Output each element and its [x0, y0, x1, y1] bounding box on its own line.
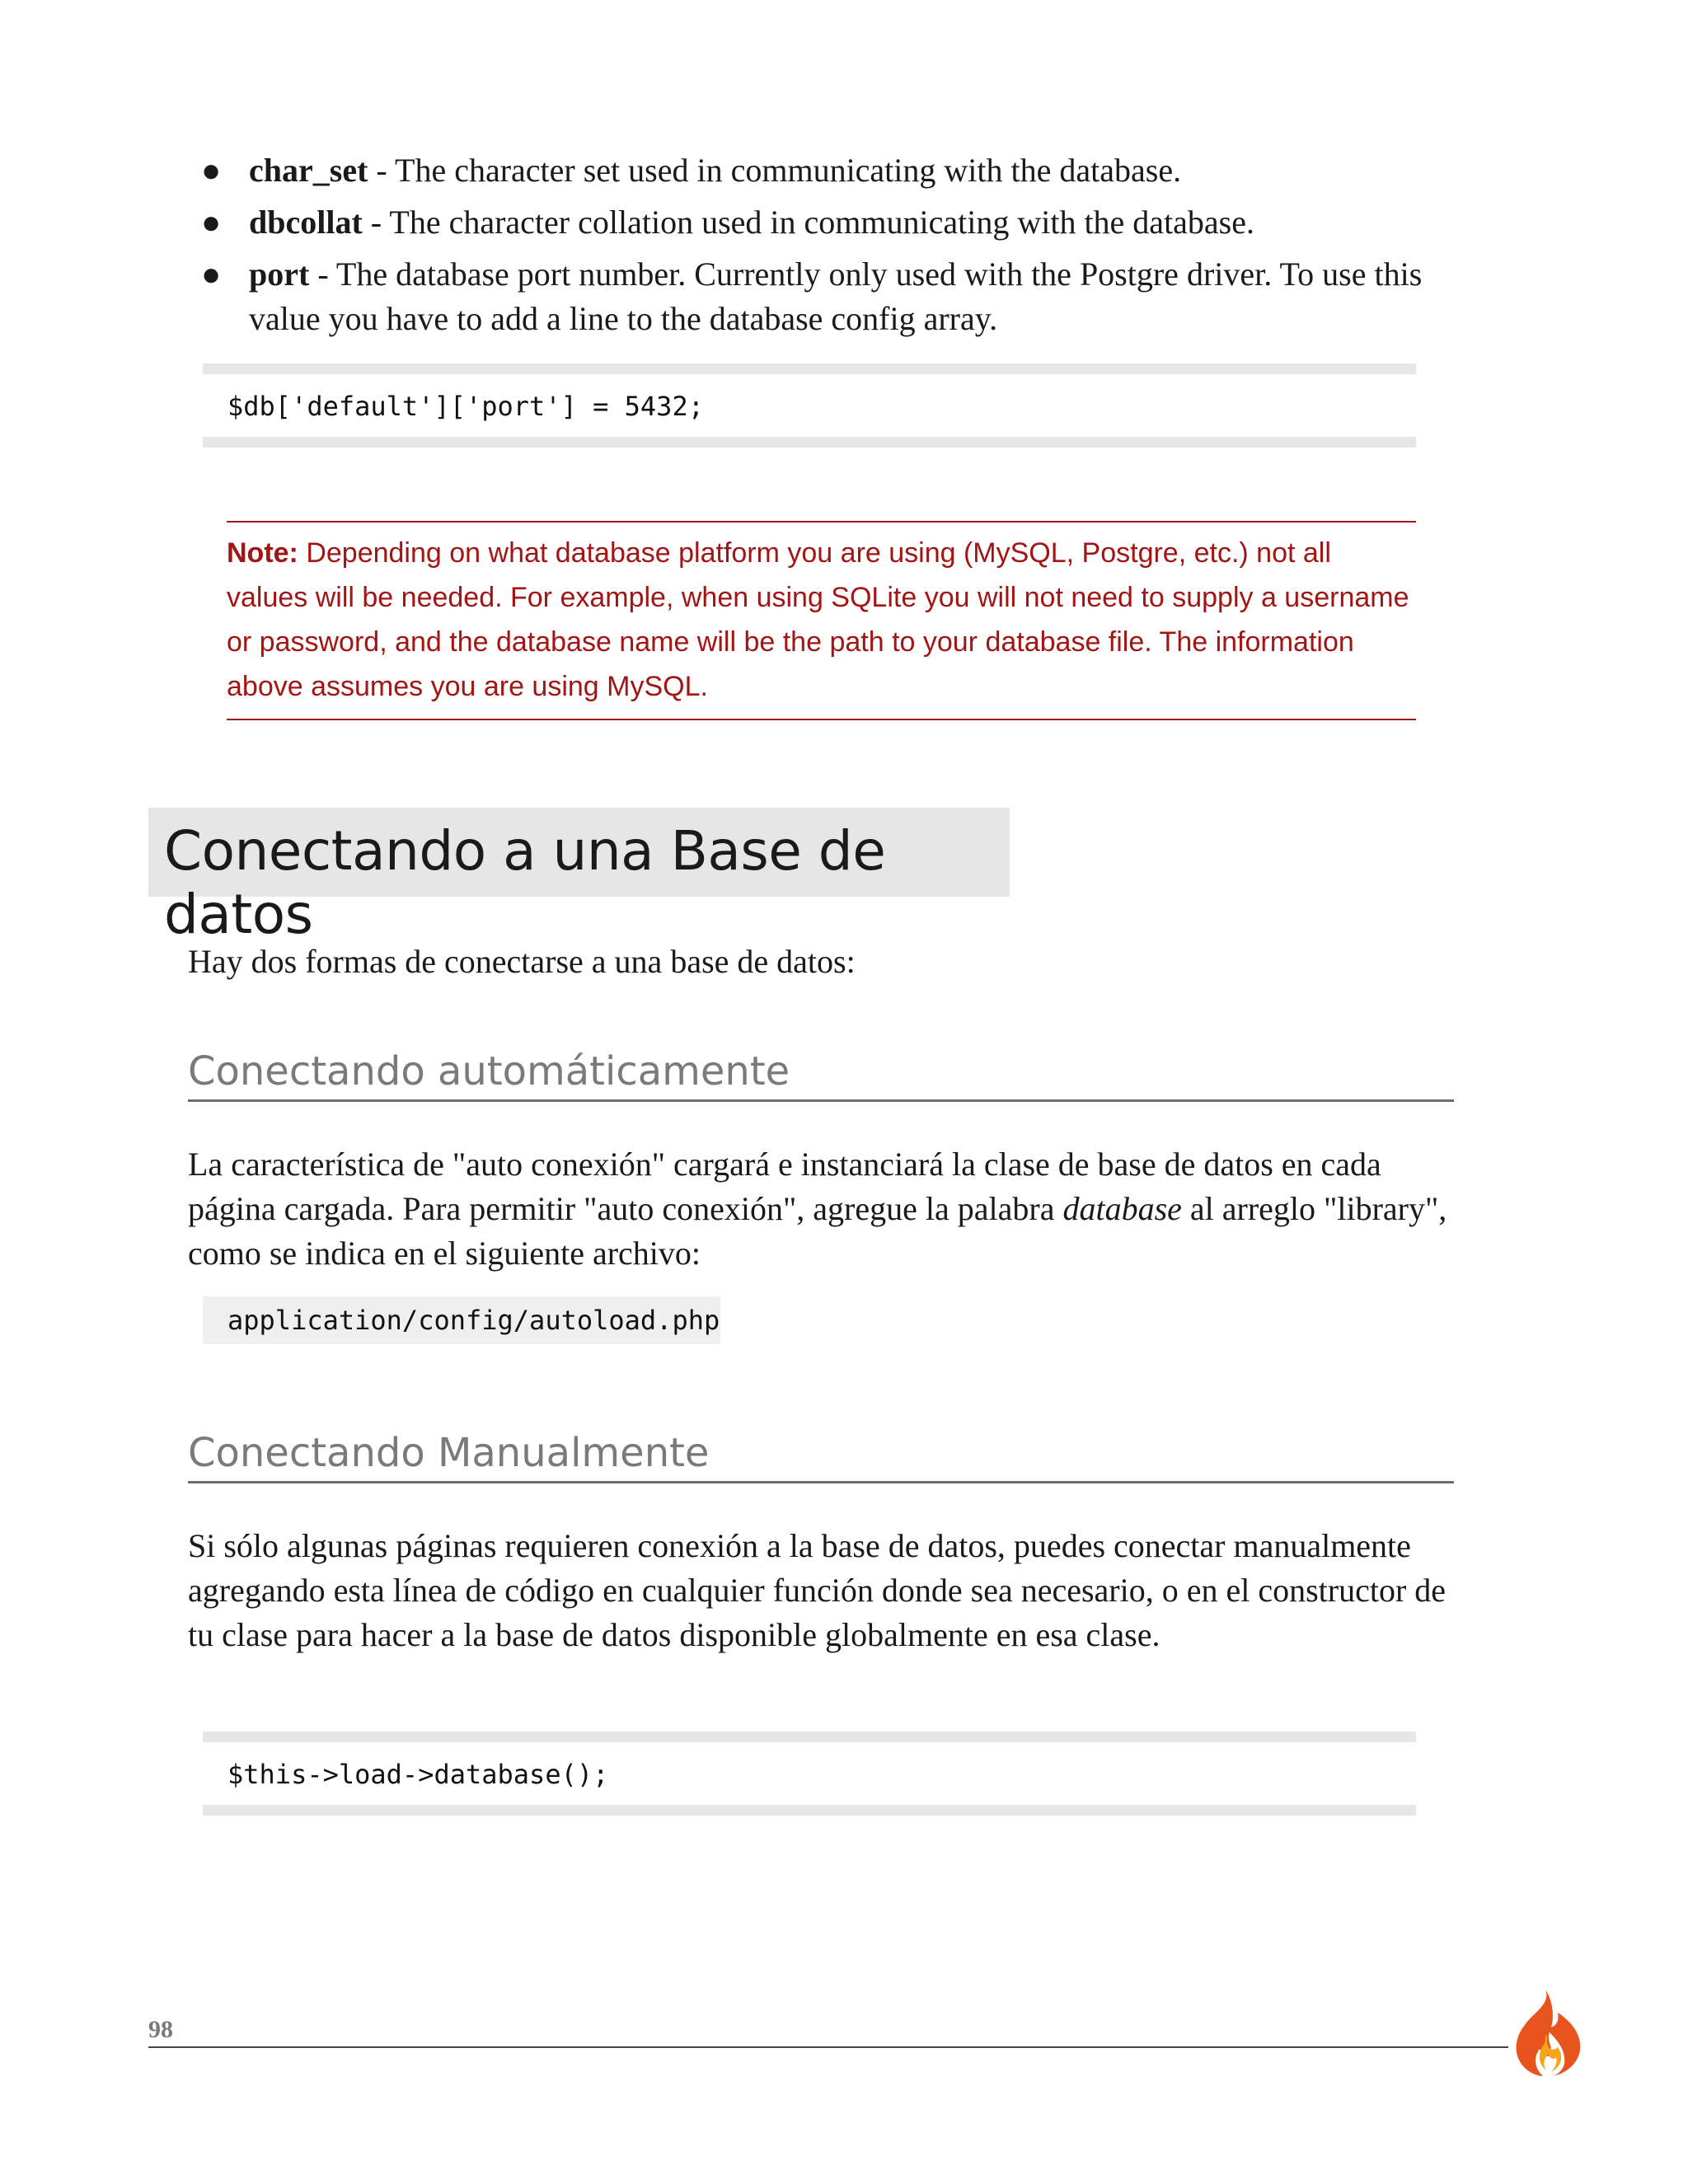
- param-term: char_set: [249, 152, 368, 189]
- note-label: Note:: [227, 537, 298, 569]
- auto-paragraph: [188, 1142, 1474, 1276]
- footer-rule: [148, 2046, 1508, 2048]
- list-item: [198, 200, 1451, 245]
- list-item: [198, 252, 1451, 341]
- bullet-icon: ●: [201, 255, 222, 293]
- intro-paragraph: Hay dos formas de conectarse a una base de datos:: [188, 943, 856, 980]
- bullet-icon: ●: [201, 204, 222, 241]
- code-block-port: [203, 363, 1416, 448]
- auto-text-before: La característica de "auto conexión" cargará e instanciará la clase de base de datos en cada página cargada. Para permitir "auto conexión", agregue la palabra: [188, 1146, 1381, 1227]
- auto-text-after: al arreglo "library", como se indica en el siguiente archivo:: [188, 1190, 1447, 1272]
- code-block-load: [203, 1732, 1416, 1816]
- code-line: $db['default']['port'] = 5432;: [227, 391, 704, 422]
- section-heading: [148, 808, 1010, 946]
- codeigniter-flame-icon: [1500, 1988, 1582, 2079]
- manual-paragraph: Si sólo algunas páginas requieren conexión a la base de datos, puedes conectar manualmente agregando esta línea de código en cualquier función donde sea necesario, o en el constructor de tu clase para hacer a la base de datos disponible globalmente en esa clase.: [188, 1527, 1447, 1653]
- param-term: dbcollat: [249, 204, 363, 241]
- param-description: - The database port number. Currently only used with the Postgre driver. To use this value you have to add a line to the database config array.: [249, 255, 1423, 337]
- note-text: Depending on what database platform you are using (MySQL, Postgre, etc.) not all values will be needed. For example, when using SQLite you will not need to supply a username or password, and the database name will be the path to your database file. The information above assumes you are using MySQL.: [227, 537, 1409, 702]
- subheading-auto: Conectando automáticamente: [188, 1048, 1454, 1102]
- auto-emphasis: database: [1062, 1190, 1182, 1227]
- section-title: Conectando a una Base de datos: [164, 819, 886, 946]
- subheading-manual: Conectando Manualmente: [188, 1430, 1454, 1483]
- page-number: 98: [148, 2016, 173, 2043]
- file-path-code: [203, 1296, 720, 1344]
- file-path: application/config/autoload.php: [227, 1305, 720, 1336]
- parameter-list: [198, 148, 1451, 349]
- param-description: - The character collation used in communicating with the database.: [362, 204, 1255, 241]
- bullet-icon: ●: [201, 152, 222, 189]
- note-box: [227, 521, 1416, 720]
- param-description: - The character set used in communicating with the database.: [368, 152, 1182, 189]
- list-item: [198, 148, 1451, 193]
- code-line: $this->load->database();: [227, 1759, 609, 1790]
- param-term: port: [249, 255, 310, 293]
